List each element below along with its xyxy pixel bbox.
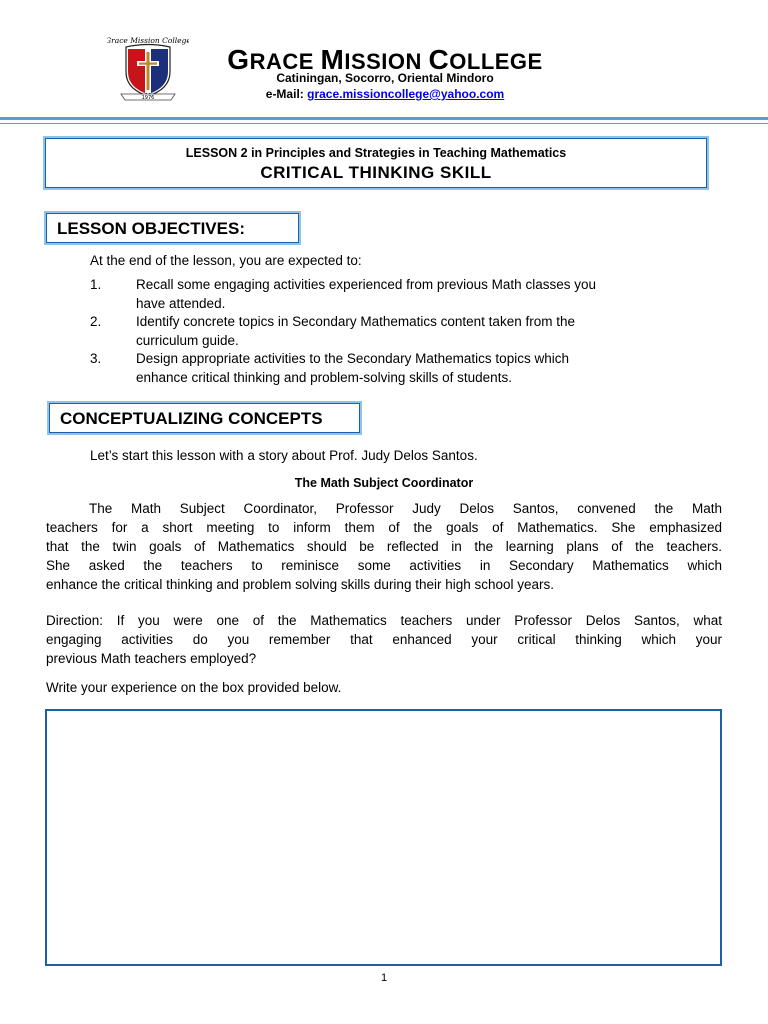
lesson-subtitle: LESSON 2 in Principles and Strategies in Teaching Mathematics xyxy=(185,146,567,160)
college-name-part-race: RACE xyxy=(249,49,321,74)
objective-number: 2. xyxy=(90,314,102,329)
story-line: The Math Subject Coordinator, Professor Judy Delos Santos, convened the Math xyxy=(89,501,722,516)
story-line: that the twin goals of Mathematics should be reflected in the learning plans of the teachers. xyxy=(46,539,722,554)
college-name-part-ollege: OLLEGE xyxy=(449,49,543,74)
logo-year: 1976 xyxy=(141,95,155,101)
direction-line: Direction: If you were one of the Mathematics teachers under Professor Delos Santos, what xyxy=(46,613,722,628)
college-name-part-ission: ISSION xyxy=(344,49,429,74)
objective-line: have attended. xyxy=(136,296,226,311)
header-rule-thick xyxy=(0,117,768,120)
concepts-intro: Let’s start this lesson with a story about Prof. Judy Delos Santos. xyxy=(90,448,478,463)
lesson-title: CRITICAL THINKING SKILL xyxy=(260,163,492,182)
college-address: Catiningan, Socorro, Oriental Mindoro xyxy=(276,71,494,85)
email-line xyxy=(222,87,548,101)
objectives-heading: LESSON OBJECTIVES: xyxy=(46,213,299,243)
objective-number: 1. xyxy=(90,277,102,292)
page-number: 1 xyxy=(380,972,388,984)
email-label: e-Mail: xyxy=(265,87,308,101)
answer-box[interactable] xyxy=(45,709,722,966)
direction-line: engaging activities do you remember that enhanced your critical thinking which your xyxy=(46,632,722,647)
objective-number: 3. xyxy=(90,351,102,366)
objective-line: curriculum guide. xyxy=(136,333,239,348)
story-line: teachers for a short meeting to inform them of the goals of Mathematics. She emphasized xyxy=(46,520,722,535)
header-rule-thin xyxy=(0,123,768,124)
story-line: She asked the teachers to reminisce some activities in Secondary Mathematics which xyxy=(46,558,722,573)
college-logo xyxy=(107,34,189,102)
objective-line: Design appropriate activities to the Secondary Mathematics topics which xyxy=(136,351,569,366)
write-instruction: Write your experience on the box provided below. xyxy=(46,680,342,695)
college-name-initial-g: G xyxy=(227,44,250,75)
concepts-heading: CONCEPTUALIZING CONCEPTS xyxy=(49,403,360,433)
college-name-initial-m: M xyxy=(320,44,345,75)
objective-line: Identify concrete topics in Secondary Mathematics content taken from the xyxy=(136,314,575,329)
objective-line: enhance critical thinking and problem-solving skills of students. xyxy=(136,370,512,385)
logo-text: Grace Mission College xyxy=(107,36,189,45)
objectives-intro: At the end of the lesson, you are expected to: xyxy=(90,253,362,268)
lesson-title-box xyxy=(45,138,707,188)
objective-line: Recall some engaging activities experienced from previous Math classes you xyxy=(136,277,596,292)
story-title: The Math Subject Coordinator xyxy=(294,476,474,490)
direction-line: previous Math teachers employed? xyxy=(46,651,257,666)
college-name-initial-c: C xyxy=(428,44,450,75)
email-link[interactable]: grace.missioncollege@yahoo.com xyxy=(307,87,505,101)
story-line: enhance the critical thinking and problem solving skills during their high school years. xyxy=(46,577,555,592)
